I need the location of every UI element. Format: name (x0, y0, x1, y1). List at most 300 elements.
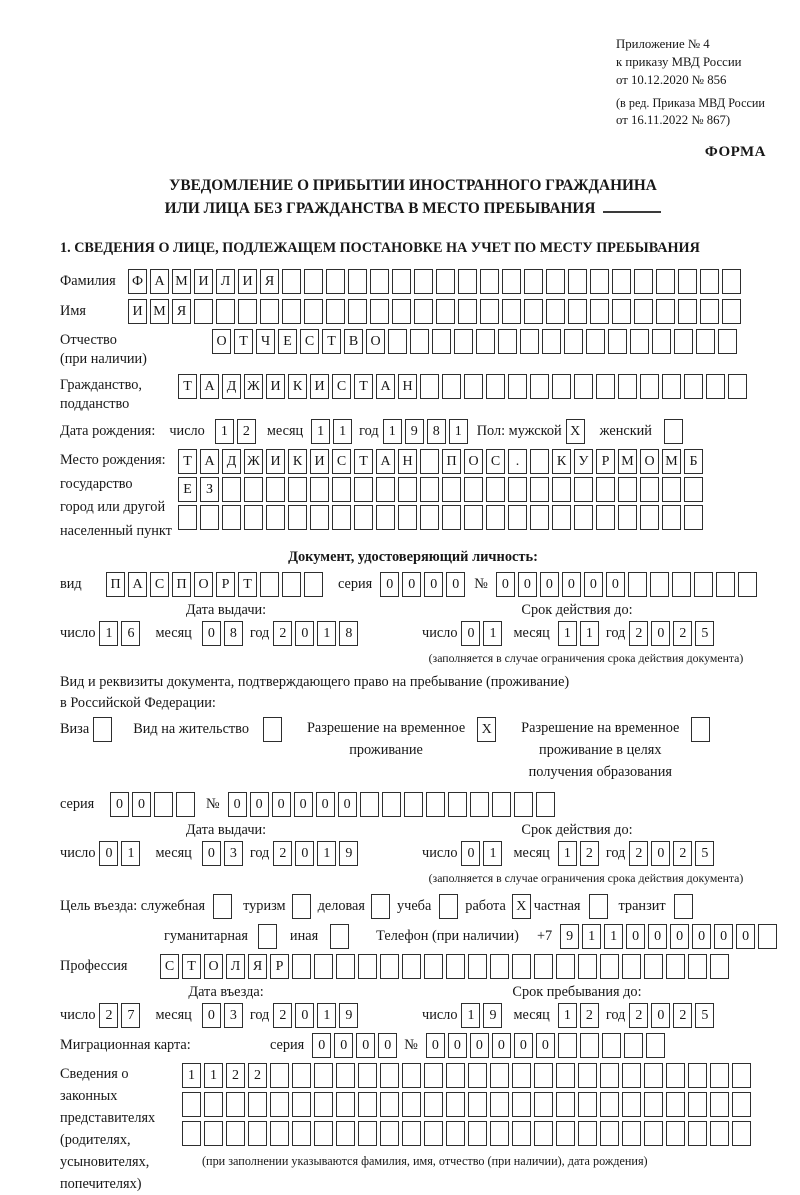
form-cell[interactable]: 2 (273, 841, 292, 866)
form-cell[interactable] (470, 792, 489, 817)
form-cell[interactable] (574, 505, 593, 530)
form-cell[interactable]: 1 (317, 841, 336, 866)
form-cell[interactable]: И (266, 374, 285, 399)
form-cell[interactable]: Р (216, 572, 235, 597)
form-cell[interactable] (536, 792, 555, 817)
form-cell[interactable]: 2 (580, 841, 599, 866)
form-cell[interactable] (270, 1121, 289, 1146)
form-cell[interactable]: 0 (584, 572, 603, 597)
form-cell[interactable] (213, 894, 232, 919)
form-cell[interactable] (182, 1092, 201, 1117)
form-cell[interactable]: 0 (540, 572, 559, 597)
form-cell[interactable]: 0 (461, 841, 480, 866)
form-cell[interactable] (420, 505, 439, 530)
form-cell[interactable] (402, 1121, 421, 1146)
form-cell[interactable]: 1 (317, 621, 336, 646)
form-cell[interactable] (662, 505, 681, 530)
form-cell[interactable] (310, 477, 329, 502)
form-cell[interactable] (556, 1121, 575, 1146)
form-cell[interactable] (266, 505, 285, 530)
form-cell[interactable] (534, 1121, 553, 1146)
form-cell[interactable] (326, 269, 345, 294)
form-cell[interactable] (492, 792, 511, 817)
form-cell[interactable]: 2 (629, 621, 648, 646)
form-cell[interactable] (640, 374, 659, 399)
form-cell[interactable] (574, 477, 593, 502)
form-cell[interactable]: 2 (673, 1003, 692, 1028)
form-cell[interactable] (718, 329, 737, 354)
form-cell[interactable]: Л (226, 954, 245, 979)
form-cell[interactable]: Ж (244, 449, 263, 474)
form-cell[interactable] (424, 1121, 443, 1146)
form-cell[interactable]: 2 (237, 419, 256, 444)
form-cell[interactable] (248, 1121, 267, 1146)
form-cell[interactable] (178, 505, 197, 530)
form-cell[interactable] (722, 269, 741, 294)
form-cell[interactable]: Р (596, 449, 615, 474)
form-cell[interactable] (644, 954, 663, 979)
form-cell[interactable] (530, 374, 549, 399)
form-cell[interactable] (534, 1063, 553, 1088)
form-cell[interactable] (330, 924, 349, 949)
form-cell[interactable] (398, 505, 417, 530)
form-cell[interactable]: Ж (244, 374, 263, 399)
form-cell[interactable] (666, 954, 685, 979)
form-cell[interactable]: С (160, 954, 179, 979)
form-cell[interactable]: 7 (121, 1003, 140, 1028)
form-cell[interactable] (652, 329, 671, 354)
form-cell[interactable] (410, 329, 429, 354)
form-cell[interactable] (371, 894, 390, 919)
form-cell[interactable]: 2 (580, 1003, 599, 1028)
form-cell[interactable] (710, 1092, 729, 1117)
form-cell[interactable] (602, 1033, 621, 1058)
form-cell[interactable]: 0 (448, 1033, 467, 1058)
form-cell[interactable] (758, 924, 777, 949)
form-cell[interactable]: 0 (536, 1033, 555, 1058)
form-cell[interactable] (508, 477, 527, 502)
form-cell[interactable] (200, 505, 219, 530)
form-cell[interactable] (304, 299, 323, 324)
form-cell[interactable]: Я (260, 269, 279, 294)
form-cell[interactable] (508, 505, 527, 530)
form-cell[interactable] (292, 954, 311, 979)
form-cell[interactable]: 0 (110, 792, 129, 817)
form-cell[interactable] (674, 894, 693, 919)
form-cell[interactable]: 0 (651, 841, 670, 866)
form-cell[interactable] (578, 1063, 597, 1088)
form-cell[interactable] (424, 954, 443, 979)
form-cell[interactable] (490, 1121, 509, 1146)
form-cell[interactable] (402, 954, 421, 979)
form-cell[interactable] (248, 1092, 267, 1117)
form-cell[interactable]: 2 (226, 1063, 245, 1088)
form-cell[interactable]: С (332, 374, 351, 399)
form-cell[interactable]: С (486, 449, 505, 474)
form-cell[interactable]: Н (398, 374, 417, 399)
form-cell[interactable]: 1 (204, 1063, 223, 1088)
form-cell[interactable] (442, 505, 461, 530)
form-cell[interactable]: 0 (228, 792, 247, 817)
form-cell[interactable]: А (376, 374, 395, 399)
form-cell[interactable] (439, 894, 458, 919)
form-cell[interactable] (446, 1121, 465, 1146)
form-cell[interactable]: С (150, 572, 169, 597)
form-cell[interactable] (640, 477, 659, 502)
form-cell[interactable]: Т (354, 449, 373, 474)
form-cell[interactable]: 0 (424, 572, 443, 597)
form-cell[interactable] (424, 1092, 443, 1117)
form-cell[interactable]: 0 (402, 572, 421, 597)
form-cell[interactable]: Е (178, 477, 197, 502)
form-cell[interactable]: К (288, 374, 307, 399)
form-cell[interactable] (370, 299, 389, 324)
form-cell[interactable] (700, 299, 719, 324)
form-cell[interactable]: 0 (312, 1033, 331, 1058)
form-cell[interactable]: 9 (483, 1003, 502, 1028)
form-cell[interactable]: Т (178, 449, 197, 474)
form-cell[interactable] (468, 1121, 487, 1146)
form-cell[interactable] (263, 717, 282, 742)
form-cell[interactable] (424, 1063, 443, 1088)
form-cell[interactable] (448, 792, 467, 817)
form-cell[interactable] (622, 954, 641, 979)
form-cell[interactable] (530, 477, 549, 502)
form-cell[interactable]: 6 (121, 621, 140, 646)
form-cell[interactable]: 0 (651, 1003, 670, 1028)
form-cell[interactable] (442, 374, 461, 399)
form-cell[interactable] (520, 329, 539, 354)
form-cell[interactable]: 1 (582, 924, 601, 949)
form-cell[interactable]: М (172, 269, 191, 294)
form-cell[interactable] (662, 374, 681, 399)
form-cell[interactable]: 2 (673, 841, 692, 866)
form-cell[interactable]: Л (216, 269, 235, 294)
form-cell[interactable]: 2 (629, 841, 648, 866)
form-cell[interactable] (292, 1063, 311, 1088)
form-cell[interactable] (558, 1033, 577, 1058)
form-cell[interactable] (348, 299, 367, 324)
form-cell[interactable] (326, 299, 345, 324)
form-cell[interactable]: Я (172, 299, 191, 324)
form-cell[interactable] (476, 329, 495, 354)
form-cell[interactable] (502, 269, 521, 294)
form-cell[interactable] (388, 329, 407, 354)
form-cell[interactable] (490, 1092, 509, 1117)
form-cell[interactable] (420, 449, 439, 474)
form-cell[interactable] (691, 717, 710, 742)
form-cell[interactable] (716, 572, 735, 597)
form-cell[interactable] (490, 1063, 509, 1088)
form-cell[interactable] (618, 505, 637, 530)
form-cell[interactable]: 9 (405, 419, 424, 444)
form-cell[interactable] (358, 1063, 377, 1088)
form-cell[interactable] (530, 505, 549, 530)
form-cell[interactable]: 0 (496, 572, 515, 597)
form-cell[interactable] (666, 1092, 685, 1117)
form-cell[interactable]: О (640, 449, 659, 474)
form-cell[interactable] (512, 1121, 531, 1146)
form-cell[interactable] (600, 954, 619, 979)
form-cell[interactable] (596, 505, 615, 530)
form-cell[interactable] (464, 477, 483, 502)
form-cell[interactable]: Д (222, 374, 241, 399)
form-cell[interactable]: 0 (670, 924, 689, 949)
form-cell[interactable] (514, 792, 533, 817)
form-cell[interactable] (564, 329, 583, 354)
form-cell[interactable]: 0 (651, 621, 670, 646)
form-cell[interactable] (380, 1063, 399, 1088)
form-cell[interactable] (402, 1063, 421, 1088)
form-cell[interactable] (358, 1121, 377, 1146)
form-cell[interactable]: 1 (449, 419, 468, 444)
form-cell[interactable]: 0 (132, 792, 151, 817)
form-cell[interactable] (486, 374, 505, 399)
form-cell[interactable] (446, 1063, 465, 1088)
form-cell[interactable]: 2 (673, 621, 692, 646)
form-cell[interactable] (432, 329, 451, 354)
form-cell[interactable] (646, 1033, 665, 1058)
form-cell[interactable]: 0 (461, 621, 480, 646)
form-cell[interactable] (732, 1121, 751, 1146)
form-cell[interactable]: . (508, 449, 527, 474)
form-cell[interactable] (568, 269, 587, 294)
form-cell[interactable]: 9 (339, 1003, 358, 1028)
form-cell[interactable]: 0 (736, 924, 755, 949)
form-cell[interactable] (542, 329, 561, 354)
form-cell[interactable] (589, 894, 608, 919)
form-cell[interactable]: Т (354, 374, 373, 399)
form-cell[interactable] (634, 269, 653, 294)
form-cell[interactable]: X (512, 894, 531, 919)
form-cell[interactable]: М (662, 449, 681, 474)
form-cell[interactable] (392, 269, 411, 294)
form-cell[interactable] (644, 1092, 663, 1117)
form-cell[interactable]: А (376, 449, 395, 474)
form-cell[interactable] (656, 269, 675, 294)
form-cell[interactable]: 1 (483, 841, 502, 866)
form-cell[interactable]: 5 (695, 841, 714, 866)
form-cell[interactable] (628, 572, 647, 597)
form-cell[interactable] (360, 792, 379, 817)
form-cell[interactable] (608, 329, 627, 354)
form-cell[interactable] (382, 792, 401, 817)
form-cell[interactable] (216, 299, 235, 324)
form-cell[interactable]: 2 (248, 1063, 267, 1088)
form-cell[interactable] (662, 477, 681, 502)
form-cell[interactable] (93, 717, 112, 742)
form-cell[interactable] (468, 1063, 487, 1088)
form-cell[interactable] (688, 954, 707, 979)
form-cell[interactable]: О (464, 449, 483, 474)
form-cell[interactable] (222, 477, 241, 502)
form-cell[interactable] (468, 954, 487, 979)
form-cell[interactable] (380, 1092, 399, 1117)
form-cell[interactable] (414, 299, 433, 324)
form-cell[interactable]: 0 (202, 1003, 221, 1028)
form-cell[interactable]: З (200, 477, 219, 502)
form-cell[interactable] (226, 1121, 245, 1146)
form-cell[interactable] (512, 954, 531, 979)
form-cell[interactable]: 3 (224, 1003, 243, 1028)
form-cell[interactable] (404, 792, 423, 817)
form-cell[interactable] (512, 1063, 531, 1088)
form-cell[interactable]: 1 (580, 621, 599, 646)
form-cell[interactable] (552, 374, 571, 399)
form-cell[interactable] (426, 792, 445, 817)
form-cell[interactable]: 0 (250, 792, 269, 817)
form-cell[interactable]: Т (234, 329, 253, 354)
form-cell[interactable] (630, 329, 649, 354)
form-cell[interactable] (420, 374, 439, 399)
form-cell[interactable] (634, 299, 653, 324)
form-cell[interactable] (464, 374, 483, 399)
form-cell[interactable]: 1 (483, 621, 502, 646)
form-cell[interactable] (314, 1063, 333, 1088)
form-cell[interactable]: 1 (311, 419, 330, 444)
form-cell[interactable] (590, 299, 609, 324)
form-cell[interactable] (358, 954, 377, 979)
form-cell[interactable] (458, 269, 477, 294)
form-cell[interactable] (728, 374, 747, 399)
form-cell[interactable]: Т (182, 954, 201, 979)
form-cell[interactable] (694, 572, 713, 597)
form-cell[interactable] (288, 477, 307, 502)
form-cell[interactable] (310, 505, 329, 530)
form-cell[interactable] (380, 954, 399, 979)
form-cell[interactable] (314, 1121, 333, 1146)
form-cell[interactable] (336, 1092, 355, 1117)
form-cell[interactable] (486, 505, 505, 530)
form-cell[interactable] (204, 1092, 223, 1117)
form-cell[interactable] (266, 477, 285, 502)
form-cell[interactable] (436, 269, 455, 294)
form-cell[interactable] (684, 374, 703, 399)
form-cell[interactable]: 5 (695, 1003, 714, 1028)
form-cell[interactable]: 0 (356, 1033, 375, 1058)
form-cell[interactable] (600, 1121, 619, 1146)
form-cell[interactable]: 2 (99, 1003, 118, 1028)
form-cell[interactable] (710, 1063, 729, 1088)
form-cell[interactable] (578, 1121, 597, 1146)
form-cell[interactable] (222, 505, 241, 530)
form-cell[interactable]: О (366, 329, 385, 354)
form-cell[interactable] (402, 1092, 421, 1117)
form-cell[interactable]: Т (178, 374, 197, 399)
form-cell[interactable] (552, 477, 571, 502)
form-cell[interactable]: А (200, 449, 219, 474)
form-cell[interactable] (354, 505, 373, 530)
form-cell[interactable] (534, 954, 553, 979)
form-cell[interactable] (498, 329, 517, 354)
form-cell[interactable] (580, 1033, 599, 1058)
form-cell[interactable]: X (477, 717, 496, 742)
form-cell[interactable]: 1 (121, 841, 140, 866)
form-cell[interactable]: 0 (648, 924, 667, 949)
form-cell[interactable] (376, 477, 395, 502)
form-cell[interactable]: 5 (695, 621, 714, 646)
form-cell[interactable] (282, 299, 301, 324)
form-cell[interactable]: 9 (560, 924, 579, 949)
form-cell[interactable]: О (204, 954, 223, 979)
form-cell[interactable] (530, 449, 549, 474)
form-cell[interactable]: Т (322, 329, 341, 354)
form-cell[interactable] (442, 477, 461, 502)
form-cell[interactable] (688, 1121, 707, 1146)
form-cell[interactable]: 8 (427, 419, 446, 444)
form-cell[interactable] (182, 1121, 201, 1146)
form-cell[interactable] (650, 572, 669, 597)
form-cell[interactable]: С (332, 449, 351, 474)
form-cell[interactable]: А (150, 269, 169, 294)
form-cell[interactable]: 0 (334, 1033, 353, 1058)
form-cell[interactable] (596, 477, 615, 502)
form-cell[interactable] (490, 954, 509, 979)
form-cell[interactable]: 0 (426, 1033, 445, 1058)
form-cell[interactable]: 1 (558, 1003, 577, 1028)
form-cell[interactable]: Я (248, 954, 267, 979)
form-cell[interactable] (684, 477, 703, 502)
form-cell[interactable] (480, 299, 499, 324)
form-cell[interactable]: 0 (295, 841, 314, 866)
form-cell[interactable] (622, 1121, 641, 1146)
form-cell[interactable]: Б (684, 449, 703, 474)
form-cell[interactable] (260, 299, 279, 324)
form-cell[interactable]: Е (278, 329, 297, 354)
form-cell[interactable]: 0 (295, 1003, 314, 1028)
form-cell[interactable] (622, 1092, 641, 1117)
form-cell[interactable]: А (128, 572, 147, 597)
form-cell[interactable]: 2 (273, 1003, 292, 1028)
form-cell[interactable] (238, 299, 257, 324)
form-cell[interactable]: А (200, 374, 219, 399)
form-cell[interactable]: 0 (606, 572, 625, 597)
form-cell[interactable] (288, 505, 307, 530)
form-cell[interactable] (348, 269, 367, 294)
form-cell[interactable] (464, 505, 483, 530)
form-cell[interactable] (508, 374, 527, 399)
form-cell[interactable]: 0 (470, 1033, 489, 1058)
form-cell[interactable]: 0 (294, 792, 313, 817)
form-cell[interactable] (688, 1063, 707, 1088)
form-cell[interactable]: X (566, 419, 585, 444)
form-cell[interactable] (600, 1092, 619, 1117)
form-cell[interactable]: 0 (202, 621, 221, 646)
form-cell[interactable] (304, 269, 323, 294)
form-cell[interactable]: 1 (604, 924, 623, 949)
form-cell[interactable] (436, 299, 455, 324)
form-cell[interactable]: 9 (339, 841, 358, 866)
form-cell[interactable] (376, 505, 395, 530)
form-cell[interactable]: М (618, 449, 637, 474)
form-cell[interactable]: 3 (224, 841, 243, 866)
form-cell[interactable] (552, 505, 571, 530)
form-cell[interactable] (622, 1063, 641, 1088)
form-cell[interactable]: 8 (224, 621, 243, 646)
form-cell[interactable] (568, 299, 587, 324)
form-cell[interactable] (612, 299, 631, 324)
form-cell[interactable] (556, 1092, 575, 1117)
form-cell[interactable] (260, 572, 279, 597)
form-cell[interactable] (578, 954, 597, 979)
form-cell[interactable]: И (310, 374, 329, 399)
form-cell[interactable] (414, 269, 433, 294)
form-cell[interactable]: 0 (99, 841, 118, 866)
form-cell[interactable]: Ч (256, 329, 275, 354)
form-cell[interactable]: О (194, 572, 213, 597)
form-cell[interactable] (546, 269, 565, 294)
form-cell[interactable] (732, 1063, 751, 1088)
